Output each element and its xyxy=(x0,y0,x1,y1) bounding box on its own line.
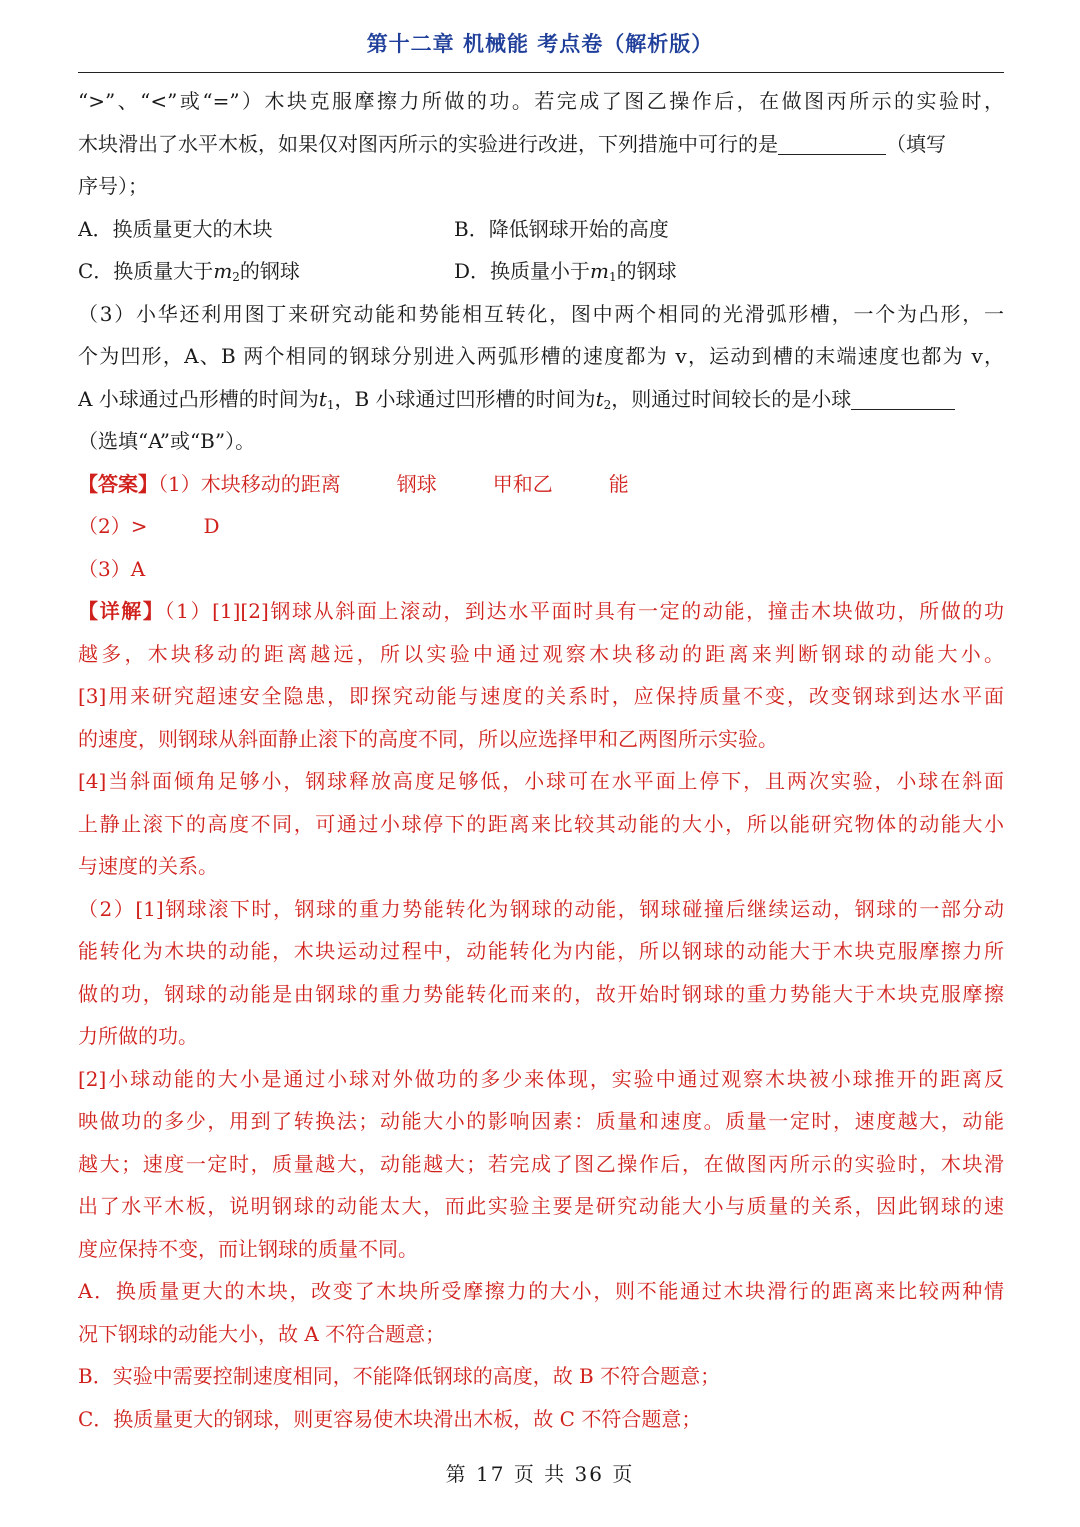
option-d-sub: 1 xyxy=(609,270,617,284)
q3-line-3-part-b: ，B 小球通过凹形槽的时间为 xyxy=(334,386,596,411)
detail-line-18: 况下钢球的动能大小，故 A 不符合题意； xyxy=(78,1321,446,1346)
answer-label: 【答案】 xyxy=(78,471,158,496)
q3-t2-sub: 2 xyxy=(603,397,612,412)
page-header-title: 第十二章 机械能 考点卷（解析版） xyxy=(366,32,714,56)
option-c-sub: 2 xyxy=(232,270,240,284)
detail-line-7: 与速度的关系。 xyxy=(78,854,218,878)
options-row-cd xyxy=(78,250,1004,293)
detail-line-9: 能转化为木块的动能，木块运动过程中，动能转化为内能，所以钢球的动能大于木块克服摩擦力所 xyxy=(78,939,1004,963)
detail-line-14: 越大；速度一定时，质量越大，动能越大；若完成了图乙操作后，在做图丙所示的实验时，木块滑 xyxy=(78,1151,1004,1176)
q3-t2-var: t xyxy=(595,386,604,411)
detail-line-10: 做的功，钢球的动能是由钢球的重力势能转化而来的，故开始时钢球的重力势能大于木块克服摩擦 xyxy=(78,981,1004,1006)
detail-line-16: 度应保持不变，而让钢球的质量不同。 xyxy=(78,1236,418,1261)
option-d-text: D．换质量小于 xyxy=(454,259,591,283)
option-d-var: m xyxy=(590,259,610,283)
q3-line-3-part-a: A 小球通过凸形槽的时间为 xyxy=(78,386,319,411)
detail-line-11: 力所做的功。 xyxy=(78,1024,198,1048)
question-line-2-text: 木块滑出了水平木板，如果仅对图丙所示的实验进行改进，下列措施中可行的是 xyxy=(78,131,778,156)
detail-line-8: （2）[1]钢球滚下时，钢球的重力势能转化为钢球的动能，钢球碰撞后继续运动，钢球的一部分动 xyxy=(78,896,1004,921)
option-d xyxy=(454,250,677,293)
option-c-post: 的钢球 xyxy=(239,259,300,283)
option-d-post: 的钢球 xyxy=(616,259,677,283)
detail-line-6: 上静止滚下的高度不同，可通过小球停下的距离来比较其动能的大小，所以能研究物体的动能大小 xyxy=(78,811,1004,836)
detail-line-20: C．换质量更大的钢球，则更容易使木块滑出木板，故 C 不符合题意； xyxy=(78,1406,702,1431)
answer-1-part-3: 甲和乙 xyxy=(492,471,553,496)
answer-line-1 xyxy=(78,463,1004,506)
detail-line-5: [4]当斜面倾角足够小，钢球释放高度足够低，小球可在水平面上停下，且两次实验，小球在斜面 xyxy=(78,769,1004,793)
header-divider xyxy=(78,72,1004,73)
question-3-line-1: （3）小华还利用图丁来研究动能和势能相互转化，图中两个相同的光滑弧形槽，一个为凸形，一 xyxy=(78,301,1004,326)
detail-line-19: B．实验中需要控制速度相同，不能降低钢球的高度，故 B 不符合题意； xyxy=(78,1364,721,1388)
question-3-line-2: 个为凹形，A、B 两个相同的钢球分别进入两弧形槽的速度都为 v，运动到槽的末端速度也都为 v， xyxy=(78,344,1004,368)
detail-line-12: [2]小球动能的大小是通过小球对外做功的多少来体现，实验中通过观察木块被小球推开的距离反 xyxy=(78,1066,1004,1091)
q3-t1-var: t xyxy=(318,386,327,411)
options-row-ab xyxy=(78,208,1004,251)
page-content xyxy=(78,80,1004,1440)
option-c-text: C．换质量大于 xyxy=(78,259,214,283)
q3-t1-sub: 1 xyxy=(326,397,335,412)
detail-line-1-text: （1）[1][2]钢球从斜面上滚动，到达水平面时具有一定的动能，撞击木块做功，所做的功 xyxy=(164,599,1004,623)
question-3-line-3 xyxy=(78,378,1004,421)
answer-blank-2 xyxy=(778,128,886,155)
q3-line-3-part-c: ，则通过时间较长的是小球 xyxy=(611,386,852,411)
option-c-var: m xyxy=(213,259,233,283)
question-3-line-4: （选填“A”或“B”）。 xyxy=(78,429,256,453)
detail-line-3: [3]用来研究超速安全隐患，即探究动能与速度的关系时，应保持质量不变，改变钢球到达水平面 xyxy=(78,684,1004,708)
answer-1-part-1: （1）木块移动的距离 xyxy=(158,471,341,496)
option-c xyxy=(78,259,300,283)
detail-line-4: 的速度，则钢球从斜面静止滚下的高度不同，所以应选择甲和乙两图所示实验。 xyxy=(78,726,778,751)
answer-blank-3 xyxy=(851,383,955,410)
question-line-2 xyxy=(78,123,1004,166)
answer-2-part-2: D xyxy=(203,514,220,538)
answer-1-part-2: 钢球 xyxy=(396,471,437,496)
question-line-2-tail: （填写 xyxy=(886,131,946,156)
detail-line-15: 出了水平木板，说明钢球的动能太大，而此实验主要是研究动能大小与质量的关系，因此钢球的速 xyxy=(78,1194,1004,1218)
question-line-3: 序号）； xyxy=(78,174,148,198)
option-b: B．降低钢球开始的高度 xyxy=(454,216,669,241)
page-number-footer: 第 17 页 共 36 页 xyxy=(445,1462,635,1486)
detail-line-2: 越多，木块移动的距离越远，所以实验中通过观察木块移动的距离来判断钢球的动能大小。 xyxy=(78,641,1004,666)
question-line-1: “>”、“<”或“=”）木块克服摩擦力所做的功。若完成了图乙操作后，在做图丙所示的实验时， xyxy=(78,89,1004,113)
answer-1-part-4: 能 xyxy=(608,471,629,496)
detail-label: 【详解】 xyxy=(78,599,165,623)
detail-line-17: A．换质量更大的木块，改变了木块所受摩擦力的大小，则不能通过木块滑行的距离来比较两种情 xyxy=(78,1279,1004,1303)
detail-line-1 xyxy=(78,590,1004,633)
answer-2-part-1: （2）> xyxy=(78,514,148,538)
option-a: A．换质量更大的木块 xyxy=(78,216,273,241)
answer-line-3: （3）A xyxy=(78,556,146,581)
detail-line-13: 映做功的多少，用到了转换法；动能大小的影响因素：质量和速度。质量一定时，速度越大，动能 xyxy=(78,1109,1004,1133)
answer-line-2 xyxy=(78,505,1004,548)
